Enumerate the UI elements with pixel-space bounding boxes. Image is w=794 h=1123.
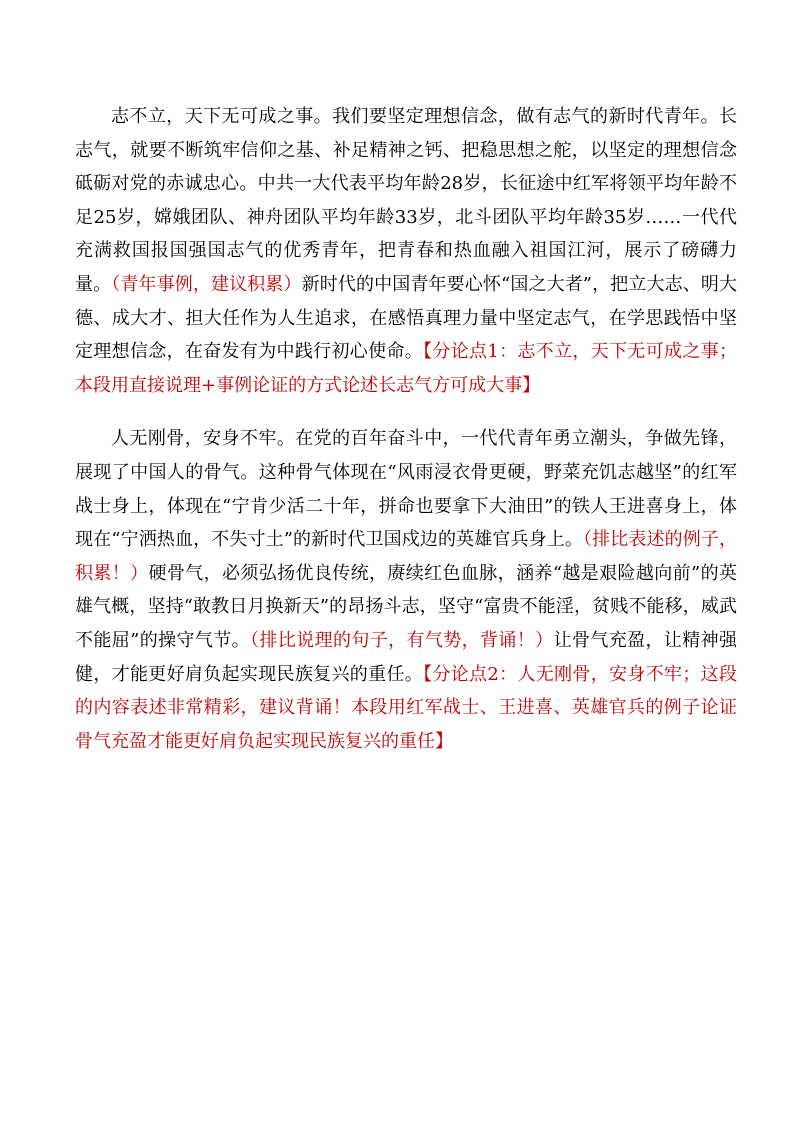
- body-text: 志不立，天下无可成之事。我们要坚定理想信念，做有志气的新时代青年。长志气，就要不断筑牢信仰之基、补足精神之钙、把稳思想之舵，以坚定的理想信念砥砺对党的赤诚忠心。中共一大代表平均年龄28岁，长征途中红军将领平均年龄不足25岁，嫦娥团队、神舟团队平均年龄33岁，北斗团队平均年龄35岁……一代代充满救国报国强国志气的优秀青年，把青春和热血融入祖国江河，展示了磅礴力量。: [75, 106, 737, 295]
- sub-argument-note: 【分论点1：志不立，天下无可成之事；本段用直接说理+事例论证的方式论述长志气方可成大事】: [75, 341, 737, 396]
- paragraph-aspiration: [75, 100, 737, 402]
- sub-argument-note: 【分论点2：人无刚骨，安身不牢；这段的内容表述非常精彩，建议背诵！本段用红军战士、王进喜、英雄官兵的例子论证骨气充盈才能更好肩负起实现民族复兴的重任】: [75, 663, 737, 752]
- body-text: 新时代的中国青年要心怀“国之大者”，把立大志、明大德、成大才、担大任作为人生追求，在感悟真理力量中坚定志气，在学思践悟中坚定理想信念，在奋发有为中践行初心使命。: [75, 273, 738, 363]
- document-page: [75, 100, 737, 758]
- annotation-note: （排比表述的例子，积累！）: [75, 529, 738, 584]
- annotation-note: （排比说理的句子，有气势，背诵！）: [250, 629, 554, 651]
- annotation-note: （青年事例，建议积累）: [111, 273, 302, 295]
- body-text: 让骨气充盈，让精神强健，才能更好肩负起实现民族复兴的重任。: [75, 629, 738, 685]
- body-text: 硬骨气，必须弘扬优良传统，赓续红色血脉，涵养“越是艰险越向前”的英雄气概，坚持“敢教日月换新天”的昂扬斗志，坚守“富贵不能淫，贫贱不能移，威武不能屈”的操守气节。: [75, 562, 737, 651]
- paragraph-backbone: [75, 422, 737, 758]
- body-text: 人无刚骨，安身不牢。在党的百年奋斗中，一代代青年勇立潮头，争做先锋，展现了中国人的骨气。这种骨气体现在“风雨浸衣骨更硬，野菜充饥志越坚”的红军战士身上，体现在“宁肯少活二十年，拼命也要拿下大油田”的铁人王进喜身上，体现在“宁洒热血，不失寸土”的新时代卫国戍边的英雄官兵身上。: [75, 428, 737, 551]
